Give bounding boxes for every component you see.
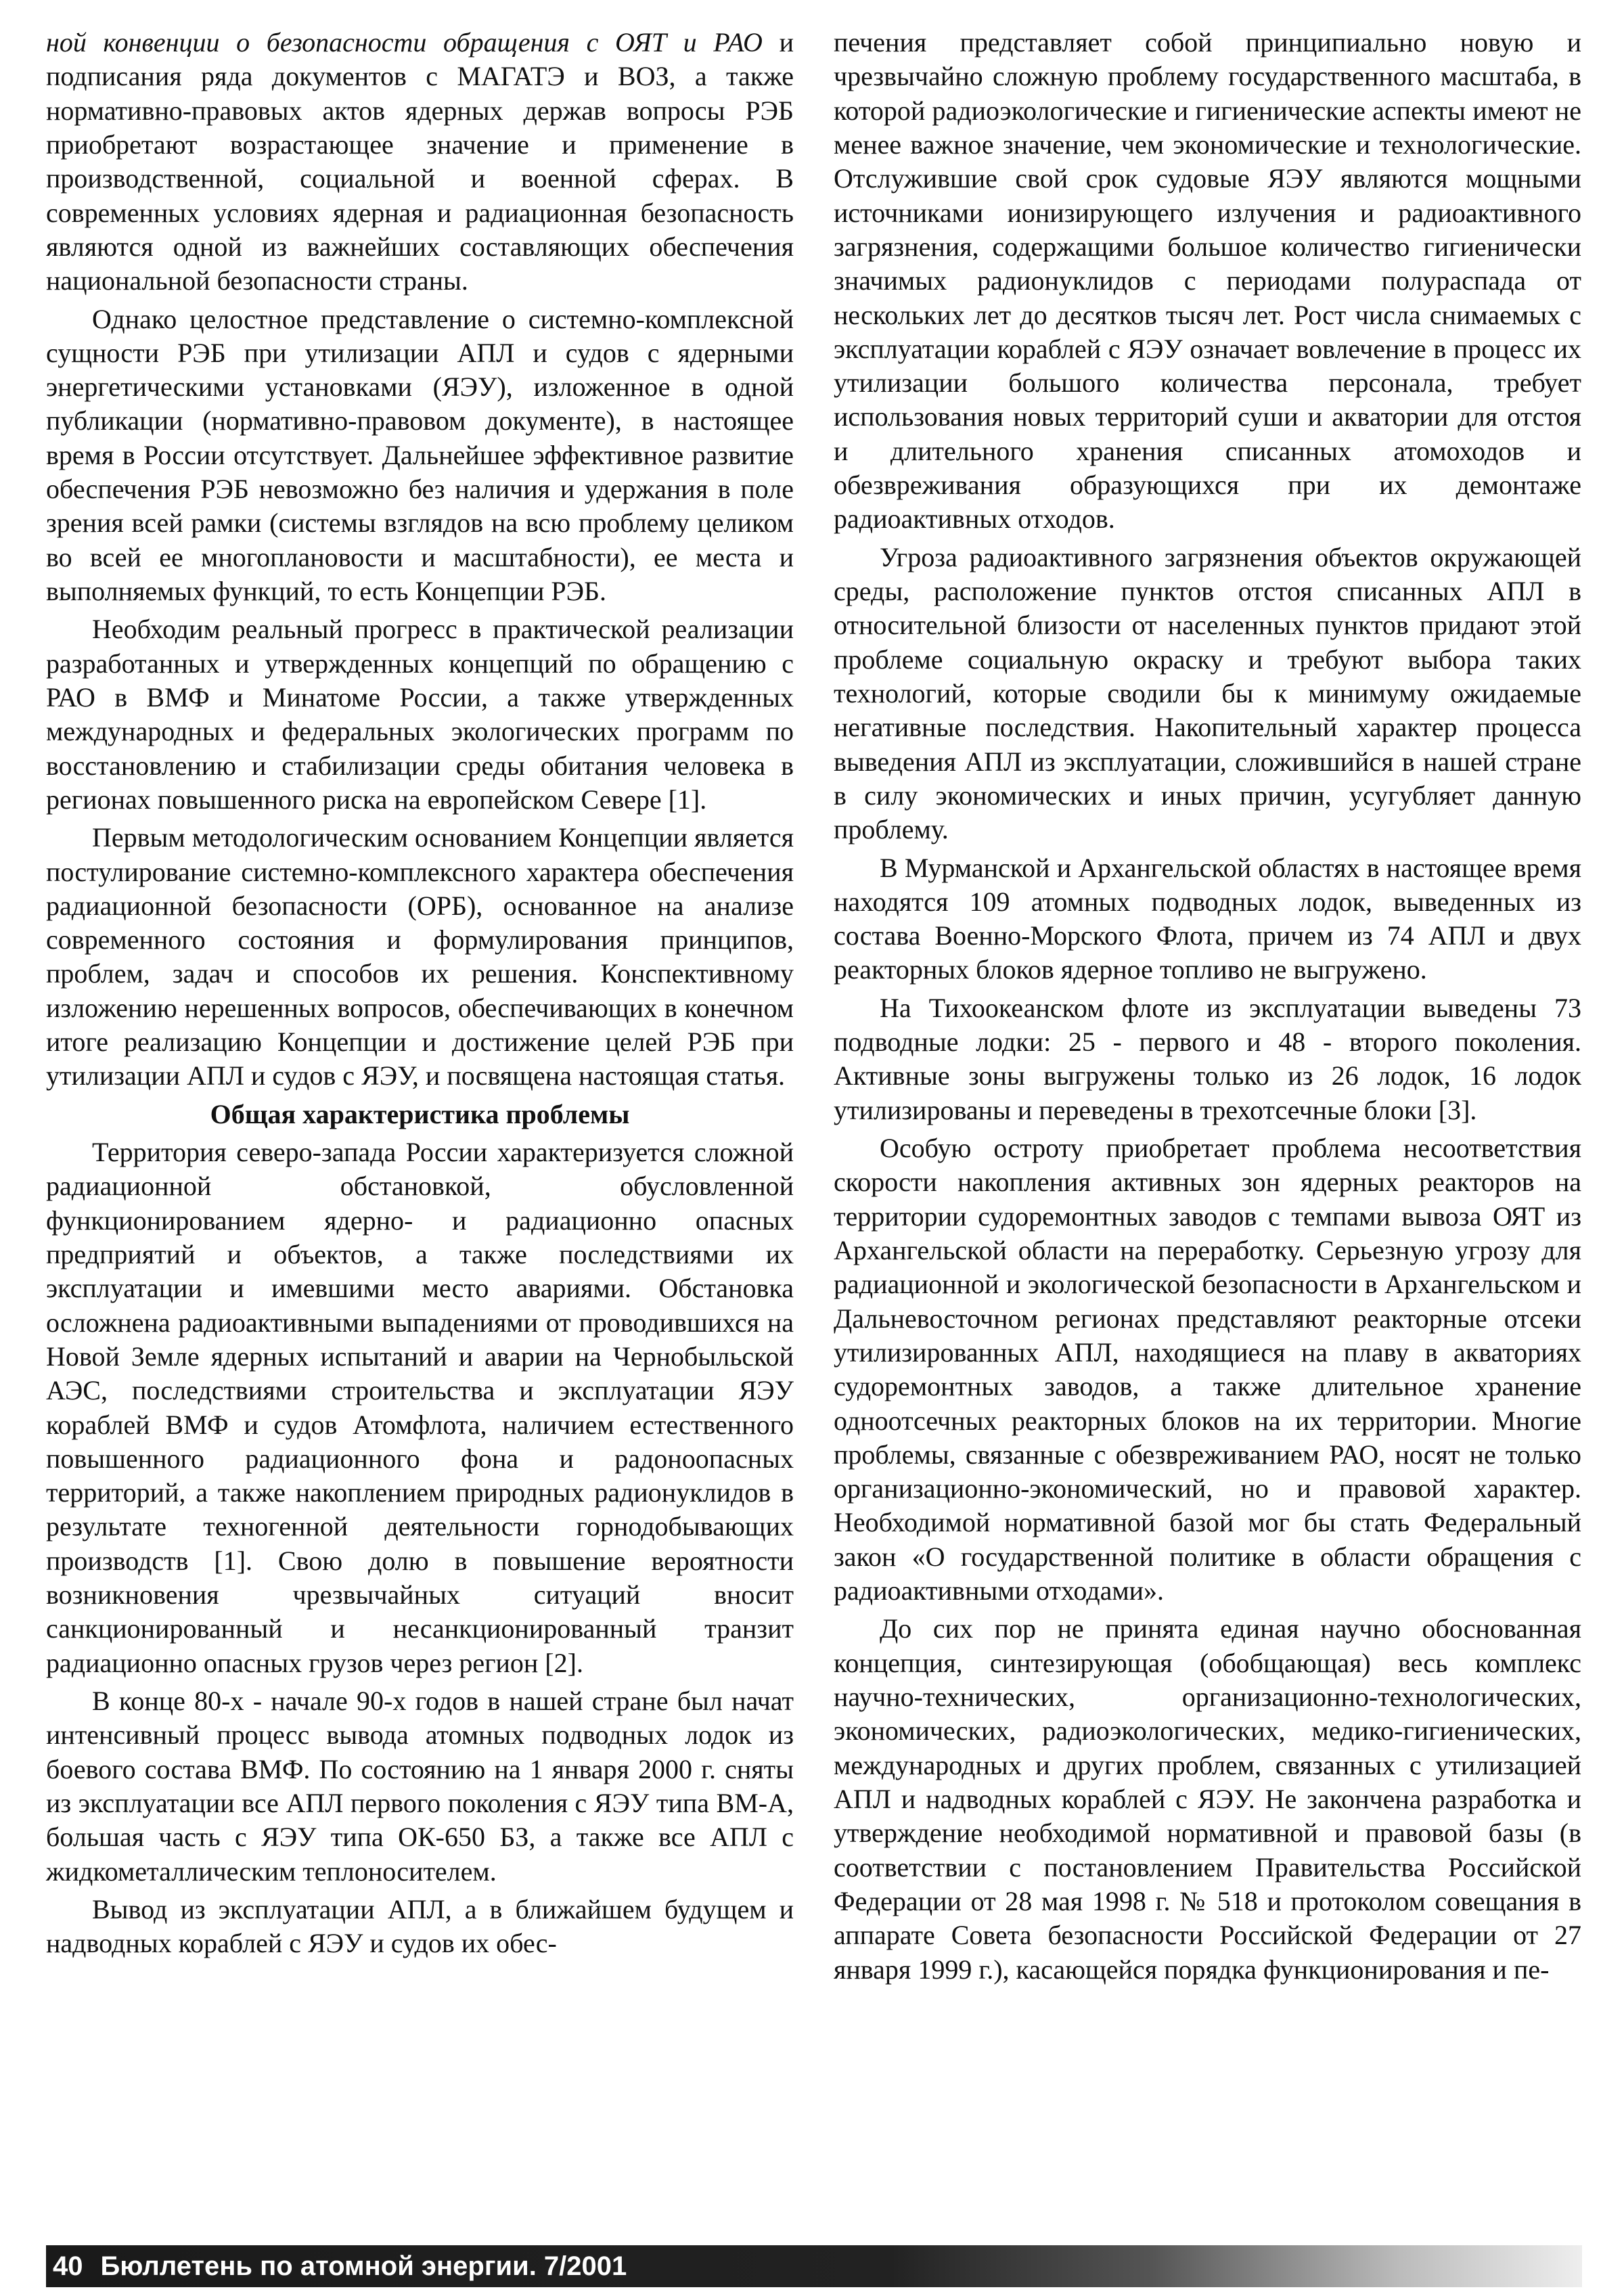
paragraph: На Тихоокеанском флоте из эксплуатации выведены 73 подводные лодки: 25 - первого и 48 - второго поколения. Активные зоны выгружены только из 26 лодок, 16 лодок утилизированы и переведены в трехотсечные блоки [3]. (834, 992, 1581, 1125)
page-footer (46, 2245, 1582, 2287)
paragraph: Первым методологическим основанием Концепции является постулирование системно-комплексного характера обеспечения радиационной безопасности (ОРБ), основанное на анализе современного состояния и формулирования принципов, проблем, задач и способов их решения. Конспективному изложению нерешенных вопросов, обеспечивающих в конечном итоге реализацию Концепции и достижение целей РЭБ при утилизации АПЛ и судов с ЯЭУ, и посвящена настоящая статья. (46, 822, 794, 1091)
paragraph: Необходим реальный прогресс в практической реализации разработанных и утвержденных концепций по обращению с РАО в ВМФ и Минатоме России, а также утвержденных международных и федеральных экологических программ по восстановлению и стабилизации среды обитания человека в регионах повышенного риска на европейском Севере [1]. (46, 614, 794, 815)
paragraph: Территория северо-запада России характеризуется сложной радиационной обстановкой, обусловленной функционированием ядерно- и радиационно опасных предприятий и объектов, а также последствиями их эксплуатации и имевшими место авариями. Обстановка осложнена радиоактивными выпадениями от проводившихся на Новой Земле ядерных испытаний и аварии на Чернобыльской АЭС, последствиями строительства и эксплуатации ЯЭУ кораблей ВМФ и судов Атомфлота, наличием естественного повышенного радиационного фона и радоноопасных территорий, а также накоплением природных радионуклидов в результате техногенной деятельности горнодобывающих производств [1]. Свою долю в повышение вероятности возникновения чрезвычайных ситуаций вносит санкционированный и несанкционированный транзит радиационно опасных грузов через регион [2]. (46, 1137, 794, 1678)
paragraph: Угроза радиоактивного загрязнения объектов окружающей среды, расположение пунктов отстоя списанных АПЛ в относительной близости от населенных пунктов придают этой проблеме социальную окраску и требуют выбора таких технологий, которые сводили бы к минимуму ожидаемые негативные последствия. Накопительный характер процесса выведения АПЛ из эксплуатации, сложившийся в нашей стране в силу экономических и иных причин, усугубляет данную проблему. (834, 541, 1581, 845)
section-heading: Общая характеристика проблемы (210, 1098, 630, 1129)
journal-title: Бюллетень по атомной энергии. 7/2001 (100, 2251, 627, 2281)
paragraph: Однако целостное представление о системно-комплексной сущности РЭБ при утилизации АПЛ и судов с ядерными энергетическими установками (ЯЭУ), изложенное в одной публикации (нормативно-правовом документе), в настоящее время в России отсутствует. Дальнейшее эффективное развитие обеспечения РЭБ невозможно без наличия и удержания в поле зрения всей рамки (системы взглядов на всю проблему целиком во всей ее многоплановости и масштабности), ее места и выполняемых функций, то есть Концепции РЭБ. (46, 303, 794, 606)
page-number: 40 (53, 2251, 83, 2281)
right-column (834, 26, 1581, 1991)
paragraph: Вывод из эксплуатации АПЛ, а в ближайшем будущем и надводных кораблей с ЯЭУ и судов их обес- (46, 1893, 794, 1959)
italic-lead-text: ной конвенции о безопасности обращения с ОЯТ и РАО (46, 27, 763, 58)
paragraph: Особую остроту приобретает проблема несоответствия скорости накопления активных зон ядерных реакторов на территории судоремонтных заводов с темпами вывоза ОЯТ из Архангельской области на переработку. Серьезную угрозу для радиационной и экологической безопасности в Архангельском и Дальневосточном регионах представляют реакторные отсеки утилизированных АПЛ, находящиеся на плаву в акваториях судоремонтных заводов, а также длительное хранение одноотсечных реакторных блоков на их территории. Многие проблемы, связанные с обезвреживанием РАО, носят не только организационно-экономический, но и правовой характер. Необходимой нормативной базой мог бы стать Федеральный закон «О государственной политике в области обращения с радиоактивными отходами». (834, 1133, 1581, 1606)
left-column (46, 26, 794, 1965)
paragraph (46, 26, 794, 298)
paragraph: печения представляет собой принципиально новую и чрезвычайно сложную проблему государственного масштаба, в которой радиоэкологические и гигиенические аспекты имеют не менее важное значение, чем экономические и технологические. Отслужившие свой срок судовые ЯЭУ являются мощными источниками ионизирующего излучения и радиоактивного загрязнения, содержащими большое количество гигиенически значимых радионуклидов с периодами полураспада от нескольких лет до десятков тысяч лет. Рост числа снимаемых с эксплуатации кораблей с ЯЭУ означает вовлечение в процесс их утилизации большого количества персонала, требует использования новых территорий суши и акватории для отстоя и длительного хранения списанных атомоходов и обезвреживания образующихся при их демонтаже радиоактивных отходов. (834, 27, 1581, 535)
paragraph: В Мурманской и Архангельской областях в настоящее время находятся 109 атомных подводных лодок, выведенных из состава Военно-Морского Флота, причем из 74 АПЛ и двух реакторных блоков ядерное топливо не выгружено. (834, 852, 1581, 985)
paragraph-text: и подписания ряда документов с МАГАТЭ и ВОЗ, а также нормативно-правовых актов ядерных держав вопросы РЭБ приобретают возрастающее значение и применение в производственной, социальной и военной сферах. В современных условиях ядерная и радиационная безопасность являются одной из важнейших составляющих обеспечения национальной безопасности страны. (46, 27, 794, 296)
paragraph: В конце 80-х - начале 90-х годов в нашей стране был начат интенсивный процесс вывода атомных подводных лодок из боевого состава ВМФ. По состоянию на 1 января 2000 г. сняты из эксплуатации все АПЛ первого поколения с ЯЭУ типа ВМ-А, большая часть с ЯЭУ типа ОК-650 БЗ, а также все АПЛ с жидкометаллическим теплоносителем. (46, 1686, 794, 1887)
paragraph: До сих пор не принята единая научно обоснованная концепция, синтезирующая (обобщающая) весь комплекс научно-технических, организационно-технологических, экономических, радиоэкологических, медико-гигиенических, международных и других проблем, связанных с утилизацией АПЛ и надводных кораблей с ЯЭУ. Не закончена разработка и утверждение необходимой нормативной и правовой базы (в соответствии с постановлением Правительства Российской Федерации от 28 мая 1998 г. № 518 и протоколом совещания в аппарате Совета безопасности Российской Федерации от 27 января 1999 г.), касающейся порядка функционирования и пе- (834, 1613, 1581, 1985)
